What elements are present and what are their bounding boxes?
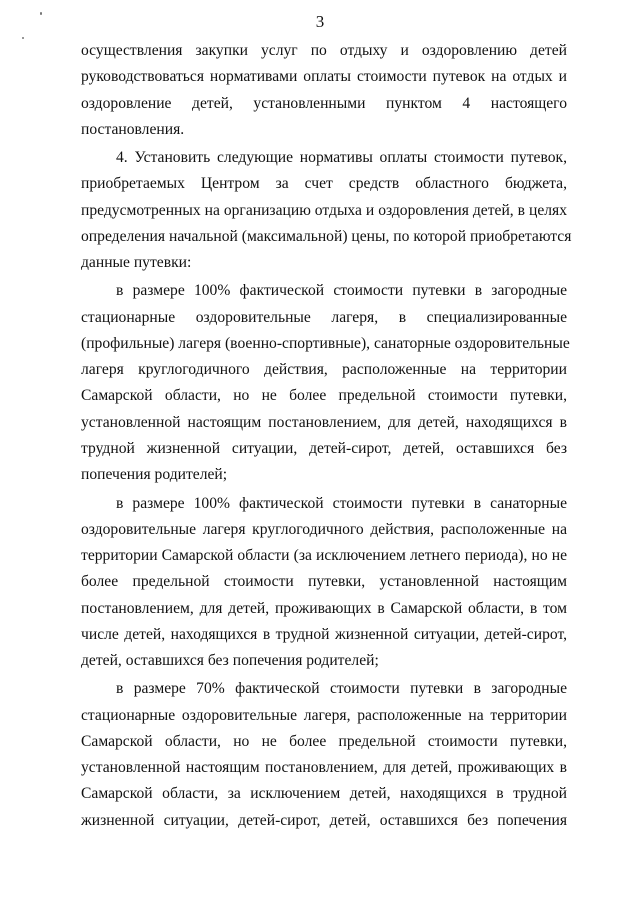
text-line: 4. Установить следующие нормативы оплаты стоимости путевок,: [116, 149, 567, 167]
text-line: стационарные оздоровительные лагеря, в специализированные: [81, 308, 567, 326]
scan-speck: [22, 37, 24, 39]
text-line: предусмотренных на организацию отдыха и оздоровления детей, в целях: [81, 201, 567, 219]
text-line: постановлением, для детей, проживающих в Самарской области, в том: [81, 599, 567, 617]
text-line: (профильные) лагеря (военно-спортивные), санаторные оздоровительные: [81, 334, 570, 352]
paragraph: [81, 676, 567, 834]
text-line: в размере 100% фактической стоимости путевки в санаторные: [116, 494, 567, 512]
text-line: жизненной ситуации, детей-сирот, детей, оставшихся без попечения: [81, 811, 567, 829]
text-line: числе детей, находящихся в трудной жизненной ситуации, детей-сирот,: [81, 625, 567, 643]
page-number: 3: [315, 12, 325, 31]
paragraph: [81, 278, 570, 488]
text-line: детей, оставшихся без попечения родителей;: [81, 652, 379, 670]
text-line: в размере 70% фактической стоимости путевки в загородные: [116, 680, 567, 698]
text-line: осуществления закупки услуг по отдыху и оздоровлению детей: [81, 42, 567, 59]
text-line: трудной жизненной ситуации, детей-сирот, детей, оставшихся без: [81, 439, 567, 457]
text-line: оздоровление детей, установленными пунктом 4 настоящего: [81, 94, 567, 112]
text-line: установленной настоящим постановлением, для детей, проживающих в: [81, 759, 567, 777]
paragraph: [81, 145, 572, 276]
text-line: Самарской области, за исключением детей, находящихся в трудной: [81, 785, 567, 803]
text-line: более предельной стоимости путевки, установленной настоящим: [81, 573, 567, 591]
text-line: стационарные оздоровительные лагеря, расположенные на территории: [81, 706, 567, 724]
text-line: приобретаемых Центром за счет средств областного бюджета,: [81, 175, 567, 193]
text-line: территории Самарской области (за исключением летнего периода), но не: [81, 547, 567, 565]
text-line: в размере 100% фактической стоимости путевки в загородные: [116, 282, 567, 300]
text-line: установленной настоящим постановлением, для детей, находящихся в: [81, 413, 567, 431]
text-line: Самарской области, но не более предельной стоимости путевки,: [81, 387, 567, 405]
text-line: определения начальной (максимальной) цены, по которой приобретаются: [81, 227, 572, 245]
paragraph: [81, 38, 567, 143]
text-line: попечения родителей;: [81, 466, 228, 484]
text-line: данные путевки:: [81, 254, 192, 272]
text-line: Самарской области, но не более предельной стоимости путевки,: [81, 732, 567, 750]
text-line: постановления.: [81, 120, 185, 138]
document-body: [81, 38, 572, 834]
scan-speck: [40, 12, 42, 15]
text-line: руководствоваться нормативами оплаты стоимости путевок на отдых и: [81, 68, 567, 86]
paragraph: [81, 491, 567, 675]
text-line: оздоровительные лагеря круглогодичного действия, расположенные на: [81, 520, 567, 538]
text-line: лагеря круглогодичного действия, расположенные на территории: [81, 361, 567, 379]
